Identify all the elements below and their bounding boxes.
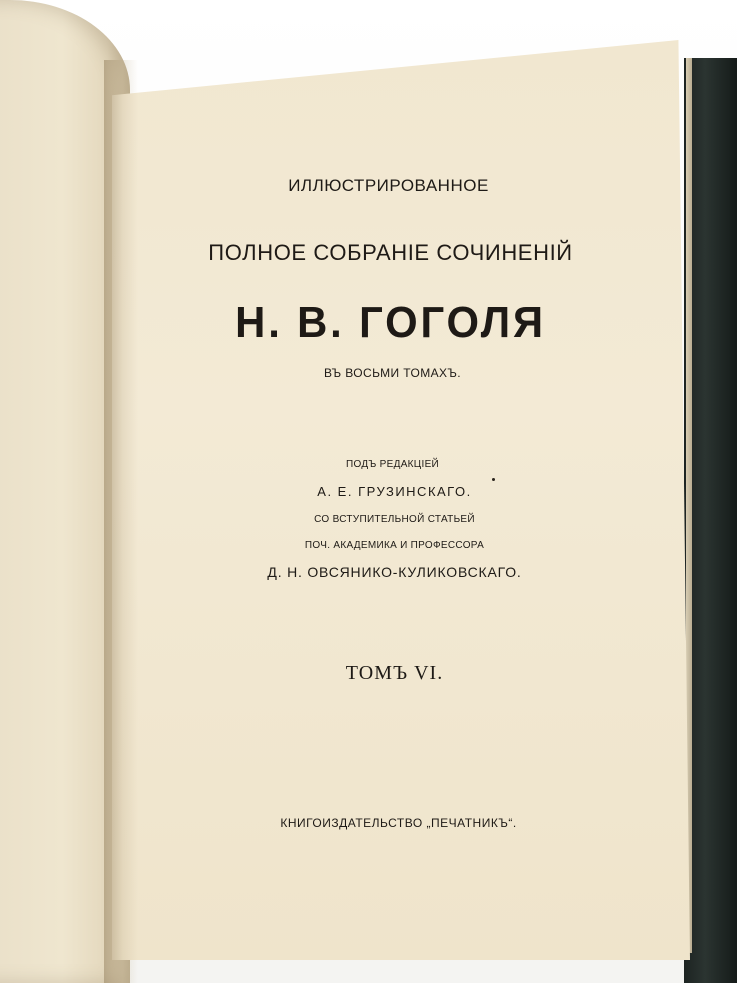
author-name: Н. В. ГОГОЛЯ (235, 298, 546, 347)
intro-author-role: ПОЧ. АКАДЕМИКА И ПРОФЕССОРА (304, 540, 485, 551)
title-line-illustrated: ИЛЛЮСТРИРОВАННОЕ (288, 176, 489, 195)
volumes-note: ВЪ ВОСЬМИ ТОМАХЪ. (323, 366, 462, 380)
intro-author-name: Д. Н. ОВСЯНИКО-КУЛИКОВСКАГО. (267, 564, 522, 580)
publisher: КНИГОИЗДАТЕЛЬСТВО „ПЕЧАТНИКЪ“. (280, 816, 517, 830)
title-line-collected-works: ПОЛНОЕ СОБРАНІЕ СОЧИНЕНІЙ (208, 240, 573, 265)
paper-speck (492, 478, 495, 481)
intro-label: СО ВСТУПИТЕЛЬНОЙ СТАТЬЕЙ (314, 514, 475, 525)
editor-name: А. Е. ГРУЗИНСКАГО. (317, 484, 472, 499)
editor-label: ПОДЪ РЕДАКЦІЕЙ (345, 459, 440, 470)
volume-number: ТОМЪ VI. (345, 662, 444, 684)
